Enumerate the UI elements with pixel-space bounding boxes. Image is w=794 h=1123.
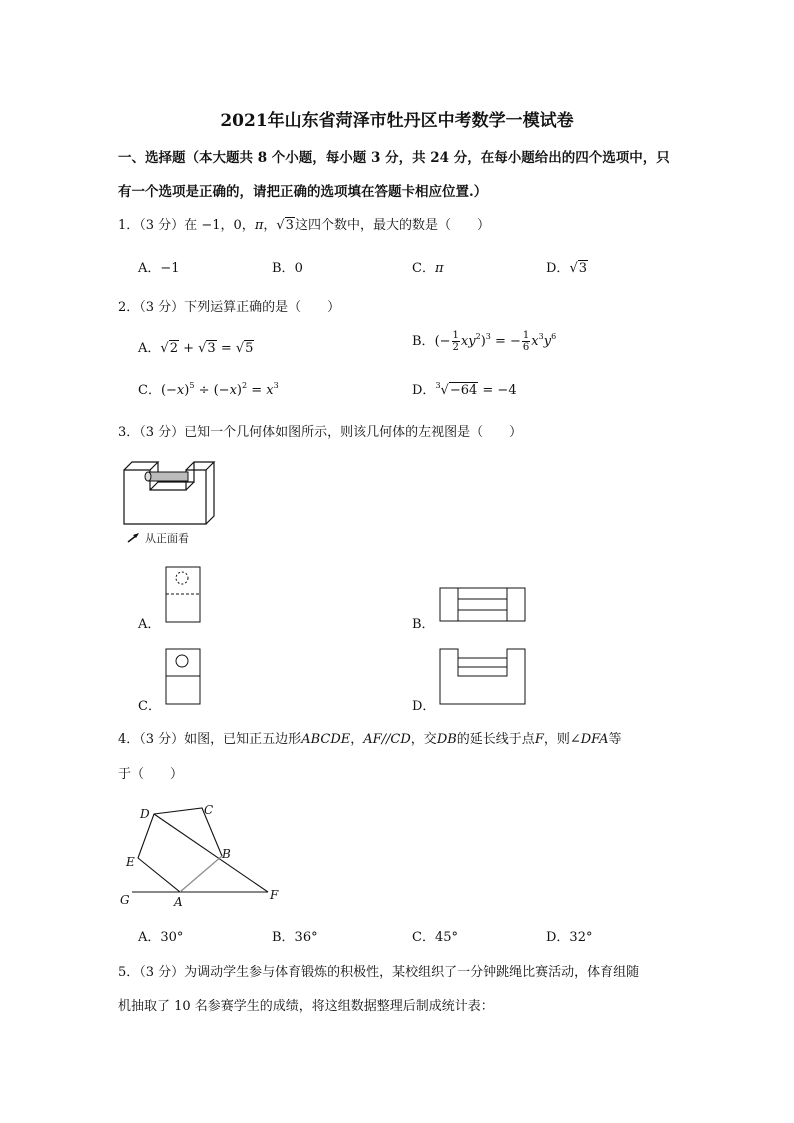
q1-number-0: 0 <box>233 218 242 233</box>
q1-suffix: 这四个数中，最大的数是（ ） <box>294 218 490 233</box>
q1-option-c: C．π <box>412 261 444 276</box>
q2-option-c: C．$(-x)^5 \div (-x)^2 = x^3$ <box>138 381 279 398</box>
question-5-stem-line1: 5．（3 分）为调动学生参与体育锻炼的积极性，某校组织了一分钟跳绳比赛活动，体育组随 <box>118 965 640 980</box>
q4-option-d: D．32° <box>546 930 593 945</box>
question-1-stem: 1．（3 分）在 −1，0，π，√3这四个数中，最大的数是（ ） <box>118 218 490 233</box>
q4-option-b: B．36° <box>272 930 318 945</box>
q4-option-c: C．45° <box>412 930 458 945</box>
page-title: 2021年山东省菏泽市牡丹区中考数学一模试卷 <box>220 111 574 131</box>
q4-label-g: G <box>120 893 130 907</box>
q1-option-b: B．0 <box>272 261 303 276</box>
q3-solid-figure <box>120 458 220 528</box>
q4-option-a: A．30° <box>138 930 184 945</box>
q3-view-caption: 从正面看 <box>145 532 189 545</box>
q4-label-b: B <box>222 847 231 861</box>
q1-number-pi: π <box>254 218 264 233</box>
q3-option-b-figure <box>439 587 527 623</box>
question-4-stem-line1: 4．（3 分）如图，已知正五边形ABCDE，AF//CD，交DB的延长线于点F，则∠DFA等 <box>118 732 622 747</box>
question-4-stem-line2: 于（ ） <box>118 767 184 782</box>
q1-prefix: 1．（3 分）在 <box>118 218 198 233</box>
q1-sqrt: √3 <box>276 218 294 233</box>
section-heading-line1: 一、选择题（本大题共 8 个小题，每小题 3 分，共 24 分，在每小题给出的四个选项中，只 <box>118 150 670 166</box>
question-2-stem: 2．（3 分）下列运算正确的是（ ） <box>118 300 341 315</box>
q1-option-a: A．−1 <box>138 261 180 276</box>
q4-label-e: E <box>126 855 135 869</box>
q3-option-b-label: B． <box>412 617 435 632</box>
view-direction-arrow-icon <box>126 532 142 544</box>
q4-label-a: A <box>174 895 183 909</box>
q1-option-d: D．√3 <box>546 261 588 276</box>
q3-option-a-figure <box>165 566 201 624</box>
q1-number-neg1: −1 <box>201 218 221 233</box>
q4-pentagon-figure <box>118 803 293 911</box>
q3-option-d-label: D． <box>412 699 436 714</box>
q3-option-c-figure <box>165 648 201 706</box>
question-3-stem: 3．（3 分）已知一个几何体如图所示，则该几何体的左视图是（ ） <box>118 425 523 440</box>
q2-option-d: D．$^3$√−64 = −4 <box>412 381 517 398</box>
section-heading-line2: 有一个选项是正确的，请把正确的选项填在答题卡相应位置.） <box>118 184 488 200</box>
q4-label-c: C <box>204 803 214 817</box>
q2-option-a: A．√2 + √3 = √5 <box>138 341 254 356</box>
q4-label-f: F <box>270 888 279 902</box>
q3-option-d-figure <box>439 648 527 706</box>
q4-label-d: D <box>140 807 150 821</box>
question-5-stem-line2: 机抽取了 10 名参赛学生的成绩，将这组数据整理后制成统计表： <box>118 999 494 1014</box>
q3-option-a-label: A． <box>138 617 161 632</box>
q2-option-b: B．(− $\frac{1}{2}$ $xy^2)^3$ = − $\frac{1}{6}$ $x^3y^6$ <box>412 330 557 353</box>
q3-option-c-label: C． <box>138 699 161 714</box>
